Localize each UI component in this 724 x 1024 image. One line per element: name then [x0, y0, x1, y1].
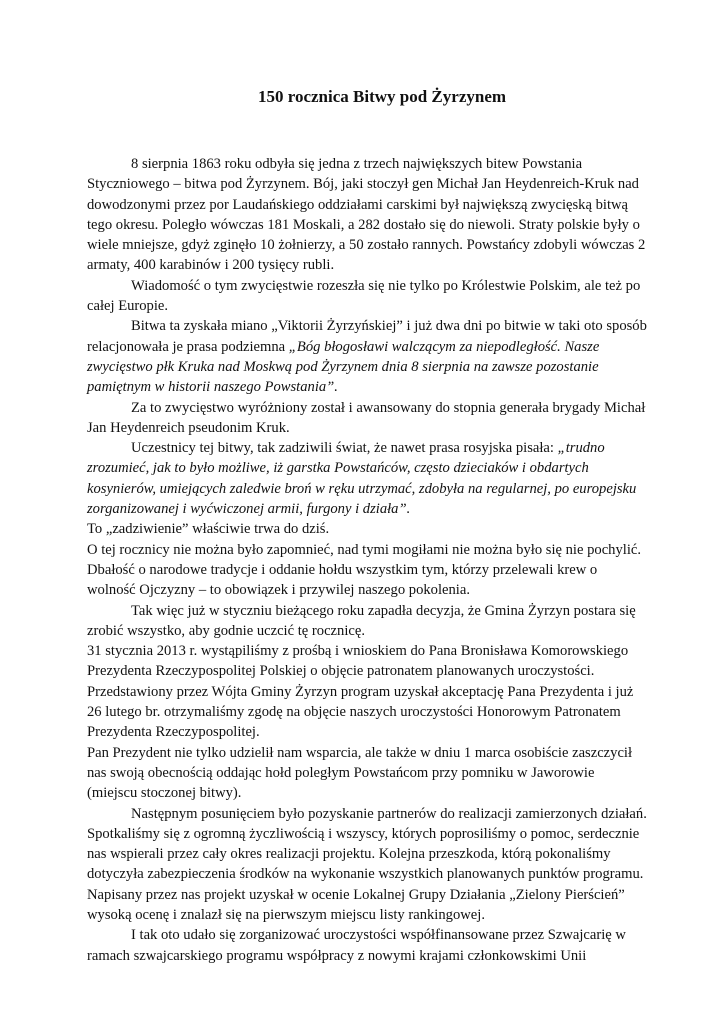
paragraph [87, 641, 647, 742]
paragraph-text: Uczestnicy tej bitwy, tak zadziwili świat, że nawet prasa rosyjska pisała: [131, 440, 558, 457]
paragraph [87, 154, 647, 276]
paragraph [87, 540, 647, 601]
paragraph [87, 519, 647, 539]
paragraph-text: 31 stycznia 2013 r. wystąpiliśmy z prośbą i wnioskiem do Pana Bronisława Komorowskiego Prezydenta Rzeczypospolitej Polskiej o objęcie patronatem planowanych uroczystości. Przedstawiony przez Wójta Gminy Żyrzyn program uzyskał akceptację Pana Prezydenta i już 26 lutego br. otrzymaliśmy zgodę na objęcie naszych uroczystości Honorowym Patronatem Prezydenta Rzeczypospolitej. [87, 643, 634, 741]
paragraph [87, 316, 647, 397]
page-title: 150 rocznica Bitwy pod Żyrzynem [257, 87, 507, 106]
paragraph [87, 601, 647, 642]
paragraph-text: I tak oto udało się zorganizować uroczystości współfinansowane przez Szwajcarię w ramach szwajcarskiego programu współpracy z nowymi krajami członkowskimi Unii [87, 927, 626, 964]
paragraph-text: Następnym posunięciem było pozyskanie partnerów do realizacji zamierzonych działań. Spotkaliśmy się z ogromną życzliwością i wszyscy, których poprosiliśmy o pomoc, serdecznie nas wspierali przez cały okres realizacji projektu. Kolejna przeszkoda, którą pokonaliśmy dotyczyła zabezpieczenia środków na wykonanie wszystkich planowanych punktów programu. Napisany przez nas projekt uzyskał w ocenie Lokalnej Grupy Działania „Zielony Pierścień” wysoką ocenę i znalazł się na pierwszym miejscu listy rankingowej. [87, 805, 647, 923]
paragraph [87, 398, 647, 439]
document-body [87, 154, 647, 966]
paragraph-text: Tak więc już w styczniu bieżącego roku zapadła decyzja, że Gmina Żyrzyn postara się zrobić wszystko, aby godnie uczcić tę rocznicę. [87, 602, 636, 639]
paragraph-text: 8 sierpnia 1863 roku odbyła się jedna z trzech największych bitew Powstania Styczniowego – bitwa pod Żyrzynem. Bój, jaki stoczył gen Michał Jan Heydenreich-Kruk nad dowodzonymi przez por Laudańskiego oddziałami carskimi był największą zwycięską bitwą tego okresu. Poległo wówczas 181 Moskali, a 282 dostało się do niewoli. Straty polskie były o wiele mniejsze, gdyż zginęło 10 żołnierzy, a 50 zostało rannych. Powstańcy zdobyli wówczas 2 armaty, 400 karabinów i 200 tysięcy rubli. [87, 156, 646, 274]
quoted-text: „trudno zrozumieć, jak to było możliwe, iż garstka Powstańców, często dzieciaków i obdartych kosynierów, umiejących zaledwie broń w ręku utrzymać, zdobyła na regularnej, po europejsku zorganizowanej i wyćwiczonej armii, furgony i działa”. [87, 440, 637, 518]
paragraph [87, 276, 647, 317]
paragraph-text: Bitwa ta zyskała miano „Viktorii Żyrzyńskiej” i już dwa dni po bitwie w taki oto sposób relacjonowała je prasa podziemna [87, 318, 647, 355]
paragraph [87, 925, 647, 966]
paragraph-text: Wiadomość o tym zwycięstwie rozeszła się nie tylko po Królestwie Polskim, ale też po całej Europie. [87, 277, 641, 315]
paragraph-text: Za to zwycięstwo wyróżniony został i awansowany do stopnia generała brygady Michał Jan Heydenreich pseudonim Kruk. [87, 399, 646, 436]
paragraph [87, 438, 647, 519]
paragraph-text: Pan Prezydent nie tylko udzielił nam wsparcia, ale także w dniu 1 marca osobiście zaszczycił nas swoją obecnością oddając hołd poległym Powstańcom przy pomniku w Jaworowie (miejscu stoczonej bitwy). [87, 744, 633, 802]
paragraph [87, 804, 647, 926]
paragraph-text: To „zadziwienie” właściwie trwa do dziś. [87, 521, 330, 538]
paragraph [87, 743, 647, 804]
quoted-text: „Bóg błogosławi walczącym za niepodległość. Nasze zwycięstwo płk Kruka nad Moskwą pod Żyrzynem dnia 8 sierpnia na zawsze pozostanie pamiętnym w historii naszego Powstania”. [87, 338, 600, 396]
paragraph-text: O tej rocznicy nie można było zapomnieć, nad tymi mogiłami nie można było się nie pochylić. Dbałość o narodowe tradycje i oddanie hołdu wszystkim tym, którzy przelewali krew o wolność Ojczyzny – to obowiązek i przywilej naszego pokolenia. [87, 541, 641, 599]
